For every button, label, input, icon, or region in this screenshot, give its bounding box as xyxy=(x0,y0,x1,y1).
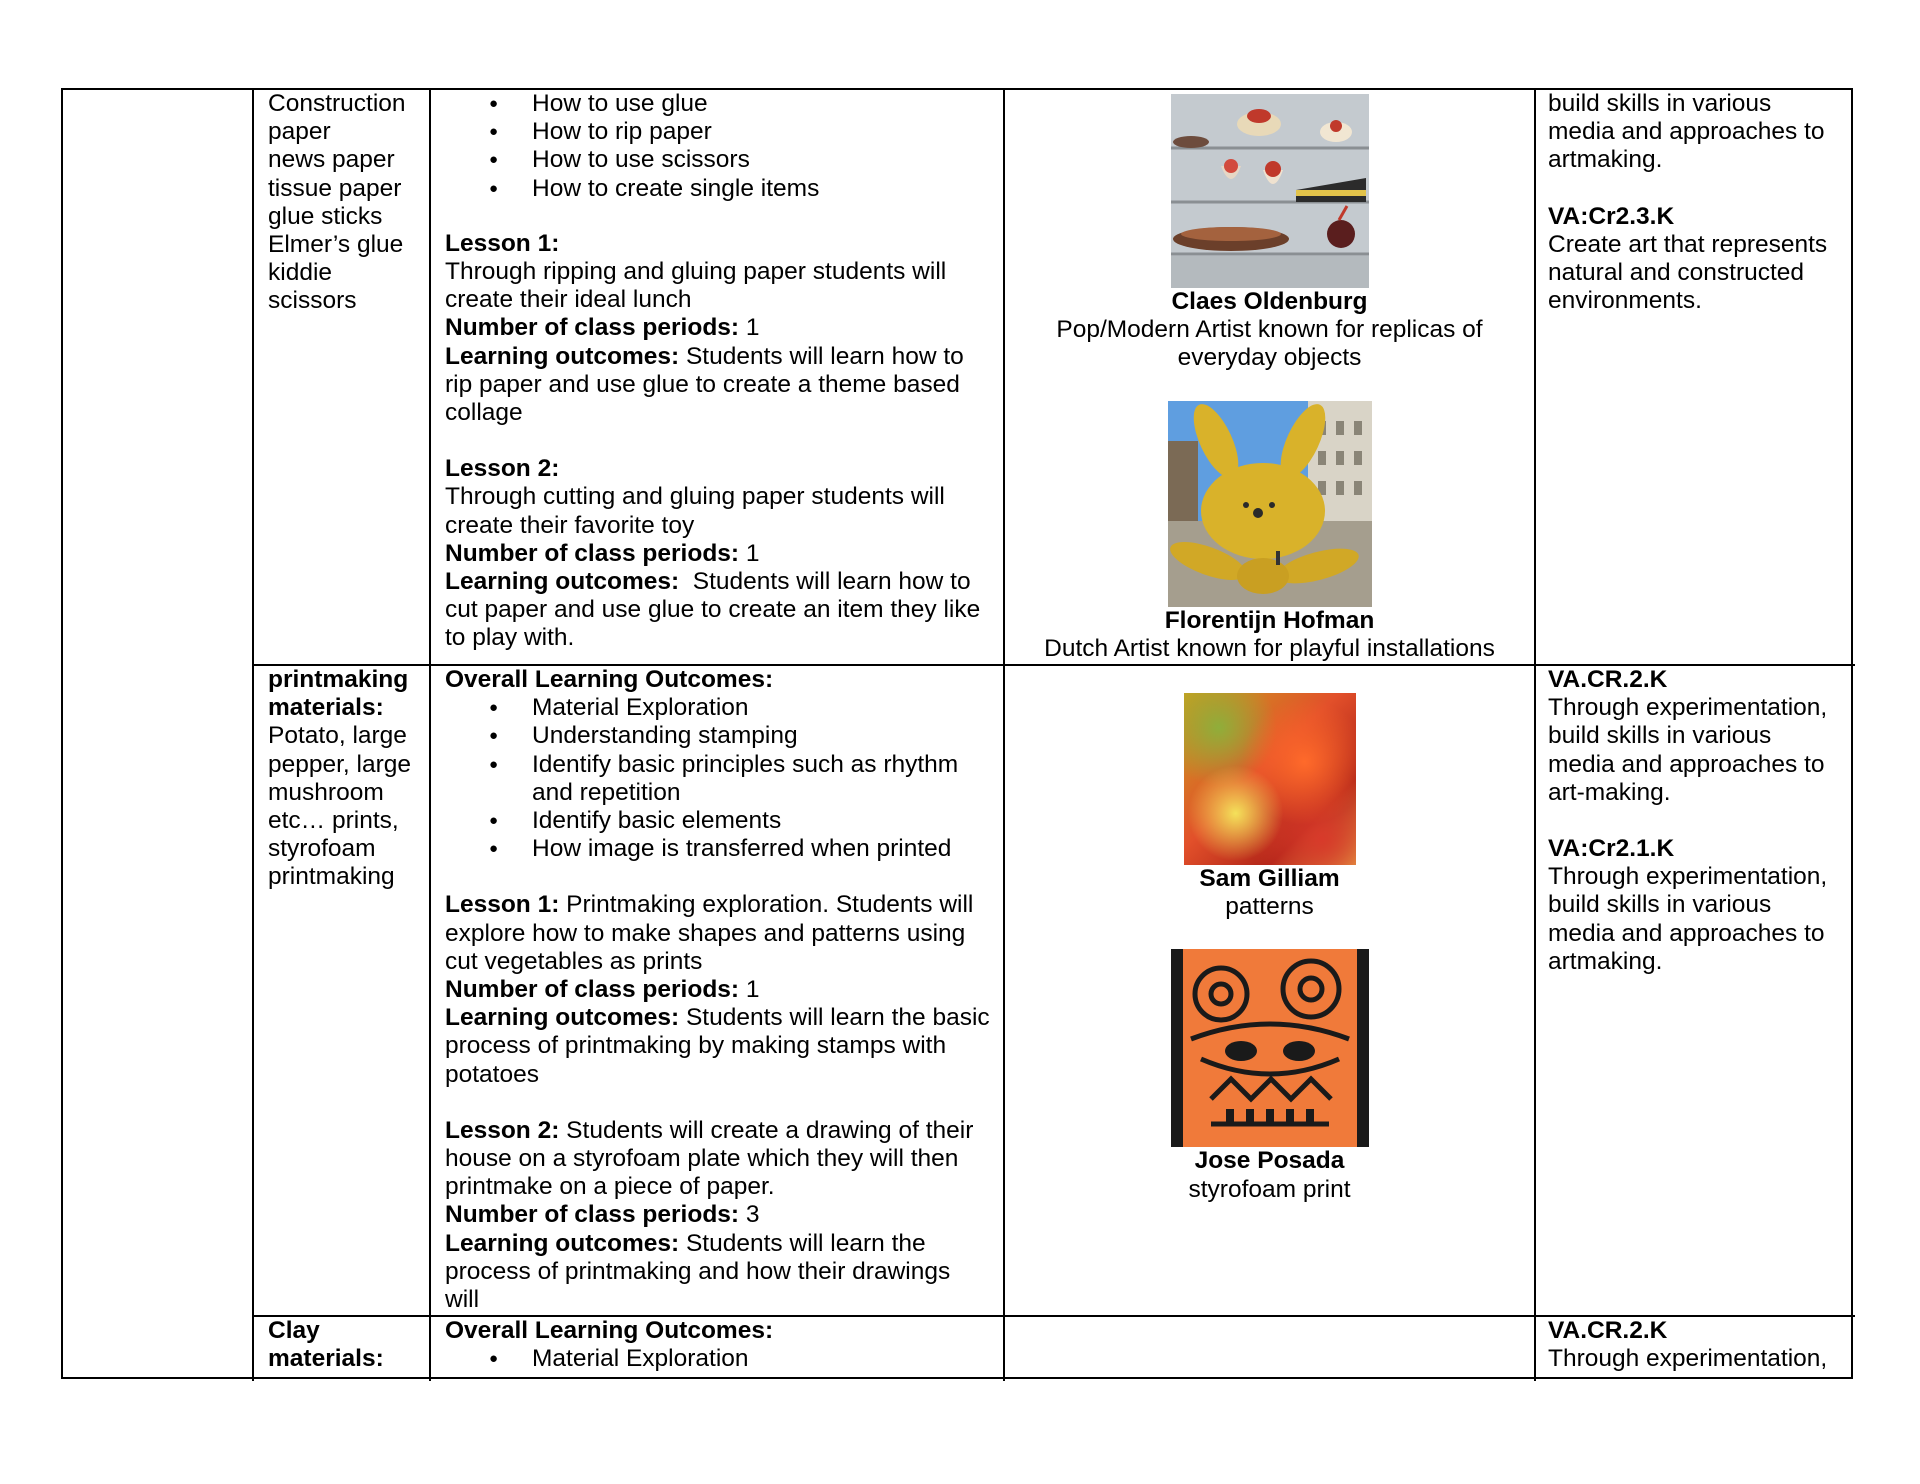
artists-cell-collage xyxy=(1005,90,1536,666)
materials-line: scissors xyxy=(268,287,357,315)
outcomes-list-item: ● Understanding stamping xyxy=(445,722,991,750)
materials-line: paper xyxy=(268,118,331,146)
lesson-description: create their ideal lunch xyxy=(445,286,692,314)
artist-description: everyday objects xyxy=(1177,344,1362,372)
standard-text: environments. xyxy=(1548,287,1702,315)
standard-text: build skills in various xyxy=(1548,722,1772,750)
outcomes-text: cut paper and use glue to create an item they like xyxy=(445,596,981,624)
skills-list-item: ● How to create single items xyxy=(445,175,991,203)
standard-text: artmaking. xyxy=(1548,947,1663,975)
outcomes-list-item: ● Material Exploration xyxy=(445,694,991,722)
artist-description: styrofoam print xyxy=(1188,1175,1351,1203)
standard-code: VA:Cr2.1.K xyxy=(1548,835,1675,863)
materials-line: Potato, large xyxy=(268,722,407,750)
lesson-description: Students will create a drawing of their xyxy=(559,1116,974,1144)
lesson-description: explore how to make shapes and patterns using xyxy=(445,919,966,947)
artists-cell-printmaking xyxy=(1005,666,1536,1317)
materials-heading: materials: xyxy=(268,694,384,722)
standard-text: media and approaches to xyxy=(1548,118,1825,146)
food-sculpture-display-image xyxy=(1171,94,1369,288)
artist-description: patterns xyxy=(1225,893,1314,921)
standard-text: Through experimentation, xyxy=(1548,863,1828,891)
outcomes-list xyxy=(445,694,991,863)
materials-heading: materials: xyxy=(268,1345,384,1373)
outcomes-text: rip paper and use glue to create a theme based xyxy=(445,370,960,398)
outcomes-text: potatoes xyxy=(445,1060,539,1088)
standard-text: Through experimentation, xyxy=(1548,694,1828,722)
lesson-heading: Lesson 1: xyxy=(445,229,560,257)
standards-cell-clay xyxy=(1536,1317,1855,1381)
materials-cell-collage xyxy=(254,90,431,666)
artist-name: Jose Posada xyxy=(1194,1147,1345,1175)
lesson-description: Through cutting and gluing paper students will xyxy=(445,483,945,511)
giant-yellow-rabbit-sculpture-image xyxy=(1168,401,1372,607)
lesson-description: create their favorite toy xyxy=(445,511,695,539)
periods-value: 1 xyxy=(739,539,760,567)
outcomes-text: process of printmaking by making stamps with xyxy=(445,1032,947,1060)
outcomes-text: Students will learn the xyxy=(679,1229,926,1257)
materials-line: news paper xyxy=(268,146,395,174)
materials-line: kiddie xyxy=(268,259,333,287)
materials-line: printmaking xyxy=(268,863,395,891)
materials-line: mushroom xyxy=(268,778,384,806)
outcomes-text: to play with. xyxy=(445,624,575,652)
materials-heading: printmaking xyxy=(268,666,409,693)
materials-cell-clay xyxy=(254,1317,431,1381)
lesson-heading: Lesson 2: xyxy=(445,1116,560,1144)
lesson-description: Through ripping and gluing paper students will xyxy=(445,258,947,286)
materials-line: tissue paper xyxy=(268,174,402,202)
standard-text: Create art that represents xyxy=(1548,230,1828,258)
outcomes-list-item: ● Identify basic principles such as rhythm and repetition xyxy=(445,751,991,807)
skills-list-item: ● How to use scissors xyxy=(445,146,991,174)
materials-line: styrofoam xyxy=(268,835,376,863)
lessons-cell-printmaking xyxy=(431,666,1005,1317)
outcomes-list-item: ● How image is transferred when printed xyxy=(445,835,991,863)
outcomes-text: Students will learn the basic xyxy=(679,1004,990,1032)
outcomes-text: process of printmaking and how their drawings will xyxy=(445,1257,958,1314)
lesson-heading: Lesson 2: xyxy=(445,455,560,483)
standards-cell-collage xyxy=(1536,90,1855,666)
outcomes-text: collage xyxy=(445,399,523,427)
standard-text: build skills in various xyxy=(1548,891,1772,919)
outcomes-list xyxy=(445,1345,991,1373)
periods-label: Number of class periods: xyxy=(445,1201,740,1229)
standards-cell-printmaking xyxy=(1536,666,1855,1317)
skills-list-item: ● How to rip paper xyxy=(445,118,991,146)
materials-cell-printmaking xyxy=(254,666,431,1317)
standard-text: artmaking. xyxy=(1548,146,1663,174)
standard-text: natural and constructed xyxy=(1548,259,1805,287)
periods-label: Number of class periods: xyxy=(445,976,740,1004)
periods-label: Number of class periods: xyxy=(445,314,740,342)
standard-text: media and approaches to xyxy=(1548,919,1825,947)
periods-label: Number of class periods: xyxy=(445,539,740,567)
lessons-cell-clay xyxy=(431,1317,1005,1381)
materials-line: Elmer’s glue xyxy=(268,231,404,259)
materials-line: etc… prints, xyxy=(268,807,399,835)
outcomes-list-item: ● Material Exploration xyxy=(445,1345,991,1373)
overall-outcomes-heading: Overall Learning Outcomes: xyxy=(445,666,774,693)
artist-name: Florentijn Hofman xyxy=(1164,606,1375,634)
artists-cell-clay xyxy=(1005,1317,1536,1381)
standard-text: build skills in various xyxy=(1548,90,1772,117)
outcomes-label: Learning outcomes: xyxy=(445,1004,680,1032)
materials-line: pepper, large xyxy=(268,750,412,778)
materials-line: Construction xyxy=(268,90,406,117)
lesson-description: printmake on a piece of paper. xyxy=(445,1173,775,1201)
materials-heading: Clay xyxy=(268,1317,320,1344)
periods-value: 3 xyxy=(739,1201,760,1229)
abstract-color-painting-image xyxy=(1184,693,1356,865)
outcomes-label: Learning outcomes: xyxy=(445,1229,680,1257)
overall-outcomes-heading: Overall Learning Outcomes: xyxy=(445,1317,774,1344)
standard-text: Through experimentation, xyxy=(1548,1345,1828,1373)
materials-line: glue sticks xyxy=(268,202,383,230)
lesson-description: cut vegetables as prints xyxy=(445,947,703,975)
lesson-description: house on a styrofoam plate which they will then xyxy=(445,1145,959,1173)
artist-name: Sam Gilliam xyxy=(1199,865,1340,892)
outcomes-label: Learning outcomes: xyxy=(445,342,680,370)
standard-code: VA.CR.2.K xyxy=(1548,666,1668,693)
orange-skull-print-image xyxy=(1171,949,1369,1147)
periods-value: 1 xyxy=(739,976,760,1004)
standard-text: art-making. xyxy=(1548,778,1671,806)
unit-column-cell xyxy=(63,90,254,1381)
skills-list xyxy=(445,90,991,203)
artist-name: Claes Oldenburg xyxy=(1171,288,1368,315)
curriculum-table xyxy=(61,88,1853,1379)
outcomes-text: Students will learn how to xyxy=(679,568,971,596)
lessons-cell-collage xyxy=(431,90,1005,666)
standard-code: VA:Cr2.3.K xyxy=(1548,202,1675,230)
outcomes-list-item: ● Identify basic elements xyxy=(445,807,991,835)
lesson-heading: Lesson 1: xyxy=(445,891,560,919)
standard-text: media and approaches to xyxy=(1548,750,1825,778)
artist-description: Dutch Artist known for playful installations xyxy=(1044,634,1495,662)
outcomes-text: Students will learn how to xyxy=(679,342,964,370)
periods-value: 1 xyxy=(739,314,760,342)
artist-description: Pop/Modern Artist known for replicas of xyxy=(1056,316,1483,344)
outcomes-label: Learning outcomes: xyxy=(445,568,680,596)
skills-list-item: ● How to use glue xyxy=(445,90,991,118)
lesson-description: Printmaking exploration. Students will xyxy=(559,891,974,919)
standard-code: VA.CR.2.K xyxy=(1548,1317,1668,1344)
